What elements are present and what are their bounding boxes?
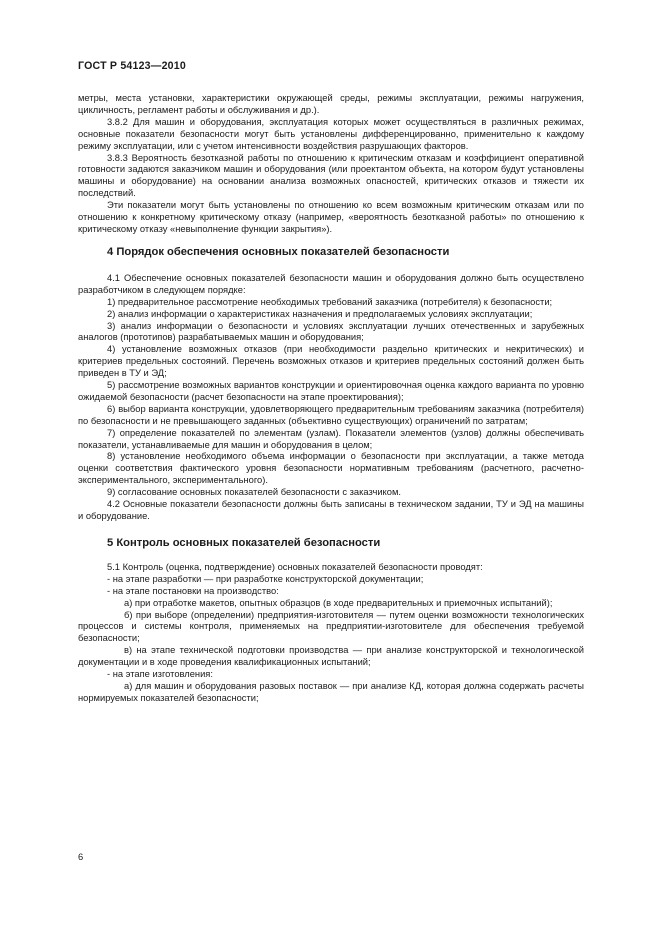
list-item-4-1-7: 7) определение показателей по элементам (узлам). Показатели элементов (узлов) должны обеспечивать показатели, устанавливаемые для машин и оборудования в целом; (78, 427, 584, 450)
list-item-dev-stage: - на этапе разработки — при разработке конструкторской документации; (107, 573, 424, 584)
section-5-heading: 5 Контроль основных показателей безопасности (107, 536, 381, 549)
paragraph-5-1: 5.1 Контроль (оценка, подтверждение) основных показателей безопасности проводят: (107, 561, 483, 572)
list-item-4-1-2: 2) анализ информации о характеристиках назначения и предполагаемых условиях эксплуатации; (107, 308, 533, 319)
paragraph-4-2: 4.2 Основные показатели безопасности должны быть записаны в техническом задании, ТУ и ЭД на машины и оборудование. (78, 499, 584, 521)
list-item-mfg-a: а) для машин и оборудования разовых поставок — при анализе КД, которая должна содержать расчеты нормируемых показателей безопасности; (78, 680, 584, 703)
list-item-setup-b: б) при выборе (определении) предприятия-изготовителя — путем оценки возможности технологических процессов и системы контроля, применяемых на предприятии-изготовителе для обеспечения требуемой безопасности; (78, 609, 584, 644)
paragraph-continuation: метры, места установки, характеристики окружающей среды, режимы эксплуатации, режимы нагружения, цикличность, регламент работы и обслуживания и др.). (78, 93, 584, 115)
section-4-heading: 4 Порядок обеспечения основных показателей безопасности (107, 245, 450, 258)
paragraph-3-8-3-cont: Эти показатели могут быть установлены по отношению ко всем возможным критическим отказам или по отношению к конкретному критическому отказу (например, «вероятность безотказной работы» по отношению к критическому отказу «невыполнение функции закрытия»). (78, 200, 584, 234)
list-item-4-1-3: 3) анализ информации о безопасности и условиях эксплуатации лучших отечественных и зарубежных аналогов (прототипов) разрабатываемых машин и оборудования; (78, 320, 584, 343)
list-item-4-1-8: 8) установление необходимого объема информации о безопасности при эксплуатации, а также метода оценки соответствия фактического уровня безопасности нормативным требованиям (расчетного, расчетно-экспериментального, экспериментального). (78, 451, 584, 486)
paragraph-3-8-2: 3.8.2 Для машин и оборудования, эксплуатация которых может осуществляться в различных режимах, основные показатели безопасности могут быть установлены дифференцированно, применительно к каждому режиму эксплуатации, или с учетом интенсивности воздействия разрушающих факторов. (78, 116, 584, 151)
list-item-4-1-4: 4) установление возможных отказов (при необходимости раздельно критических и некритических) и критериев предельных состояний. Перечень возможных отказов и критериев предельных состояний должен быть приведен в ТУ и ЭД; (78, 344, 584, 379)
list-item-4-1-1: 1) предварительное рассмотрение необходимых требований заказчика (потребителя) к безопасности; (107, 296, 553, 307)
paragraph-4-1: 4.1 Обеспечение основных показателей безопасности машин и оборудования должно быть осуществлено разработчиком в следующем порядке: (78, 272, 584, 295)
list-item-mfg-stage: - на этапе изготовления: (107, 669, 213, 680)
list-item-setup-v: в) на этапе технической подготовки производства — при анализе конструкторской и технологической документации и в ходе проведения квалификационных испытаний; (78, 645, 584, 668)
list-item-4-1-9: 9) согласование основных показателей безопасности с заказчиком. (107, 487, 401, 498)
list-item-setup-stage: - на этапе постановки на производство: (107, 585, 279, 596)
document-header: ГОСТ Р 54123—2010 (78, 60, 186, 72)
page-number: 6 (78, 852, 84, 862)
list-item-4-1-6: 6) выбор варианта конструкции, удовлетворяющего предварительным требованиям заказчика (потребителя) по безопасности и не превышающего заданных (объективно существующих) ограничений по затратам; (78, 403, 584, 426)
document-body (78, 93, 584, 705)
list-item-setup-a: а) при отработке макетов, опытных образцов (в ходе предварительных и приемочных испытаний); (124, 597, 553, 608)
paragraph-3-8-3: 3.8.3 Вероятность безотказной работы по отношению к критическим отказам и коэффициент оперативной готовности задаются заказчиком машин и оборудования (или проектантом объекта, на котором будут установлены машины и оборудование) на основании анализа возможных опасностей, критических отказов и тяжести их последствий. (78, 152, 584, 199)
list-item-4-1-5: 5) рассмотрение возможных вариантов конструкции и ориентировочная оценка каждого варианта по уровню ожидаемой безопасности (расчет безопасности на этапе проектирования); (78, 380, 584, 402)
